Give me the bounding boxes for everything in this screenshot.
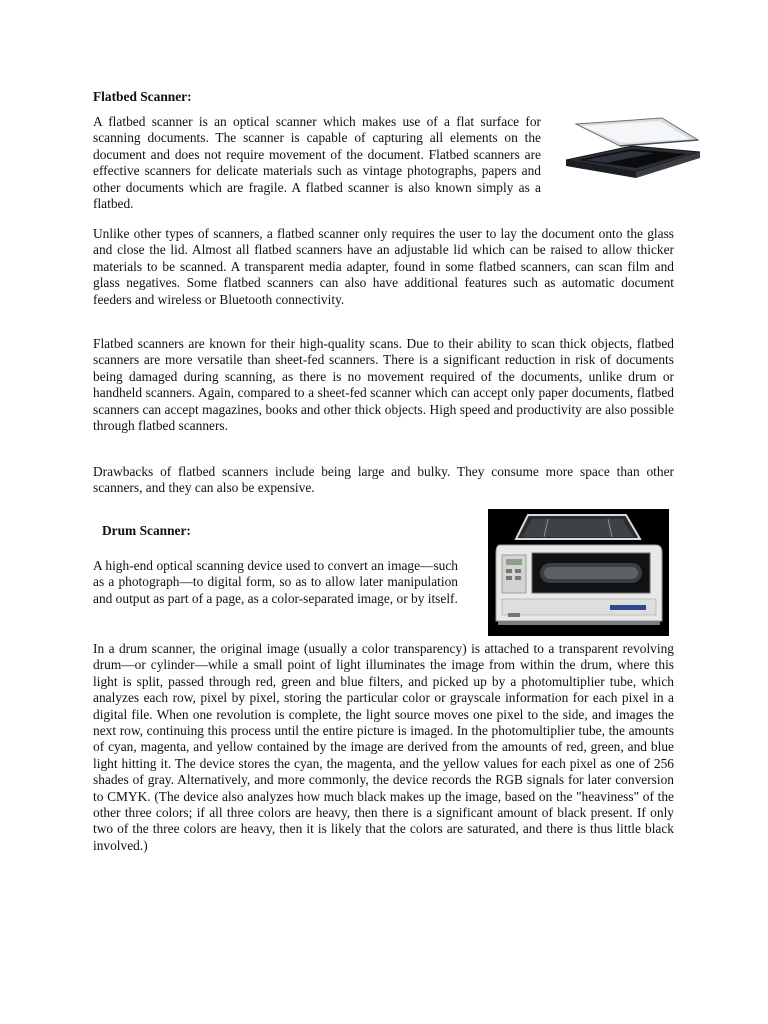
flatbed-advantages-paragraph: Flatbed scanners are known for their high-quality scans. Due to their ability to scan thick objects, flatbed scanners are more versatile than sheet-fed scanners. There is a significant reduction in risk of documents being damaged during scanning, as there is no movement required of the documents, unlike drum or handheld scanners. Again, compared to a sheet-fed scanner which can accept only paper documents, flatbed scanners can accept magazines, books and other thick objects. High speed and productivity are also possible through flatbed scanners. [93, 336, 674, 434]
drum-details-paragraph: In a drum scanner, the original image (usually a color transparency) is attached to a transparent revolving drum—or cylinder—while a small point of light illuminates the image from within the drum, where this light is split, passed through red, green and blue filters, and picked up by a photomultiplier tube, which analyzes each row, pixel by pixel, storing the particular color or grayscale information for each pixel in a digital file. When one revolution is complete, the light source moves one pixel to the side, and images the next row, continuing this process until the entire picture is imaged. In the photomultiplier tube, the amounts of cyan, magenta, and yellow contained by the image are derived from the amounts of red, green, and blue light hitting it. The device stores the cyan, the magenta, and the yellow values for each pixel as one of 256 shades of gray. Alternatively, and more commonly, the device records the RGB signals for later conversion to CMYK. (The device also analyzes how much black makes up the image, based on the "heaviness" of the other three colors; if all three colors are heavy, then there is a significant amount of black present. If only two of the three colors are heavy, then it is likely that the colors are saturated, and there is thus little black involved.) [93, 641, 674, 853]
drum-intro-paragraph: A high-end optical scanning device used to convert an image—such as a photograph—to digital form, so as to allow later manipulation and output as part of a page, as a color-separated image, or by itself. [93, 558, 458, 606]
flatbed-heading: Flatbed Scanner: [93, 89, 192, 104]
flatbed-scanner-image [562, 116, 702, 180]
drum-scanner-image [488, 509, 669, 636]
flatbed-usage-paragraph: Unlike other types of scanners, a flatbed scanner only requires the user to lay the document onto the glass and close the lid. Almost all flatbed scanners have an adjustable lid which can be raised to allow thicker materials to be scanned. A transparent media adapter, found in some flatbed scanners, can scan film and glass negatives. Some flatbed scanners can also have additional features such as automatic document feeders and wireless or Bluetooth connectivity. [93, 226, 674, 307]
flatbed-intro-paragraph: A flatbed scanner is an optical scanner which makes use of a flat surface for scanning documents. The scanner is capable of capturing all elements on the document and does not require movement of the document. Flatbed scanners are effective scanners for delicate materials such as vintage photographs, papers and other documents which are fragile. A flatbed scanner is also known simply as a flatbed. [93, 114, 541, 212]
drum-heading: Drum Scanner: [102, 523, 191, 538]
flatbed-drawbacks-paragraph: Drawbacks of flatbed scanners include being large and bulky. They consume more space than other scanners, and they can also be expensive. [93, 464, 674, 496]
